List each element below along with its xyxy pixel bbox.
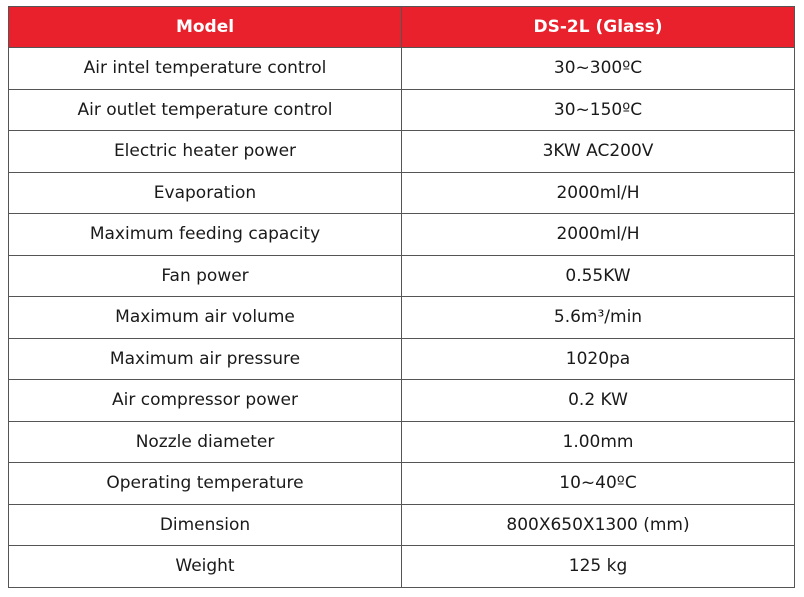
row-value: 2000ml/H [402, 172, 795, 214]
row-label: Evaporation [9, 172, 402, 214]
header-model-value: DS-2L (Glass) [402, 7, 795, 48]
table-row [9, 172, 795, 214]
row-value: 0.2 KW [402, 380, 795, 422]
row-label: Fan power [9, 255, 402, 297]
row-value: 0.55KW [402, 255, 795, 297]
row-label: Weight [9, 546, 402, 588]
table-row [9, 463, 795, 505]
row-value: 800X650X1300 (mm) [402, 504, 795, 546]
row-label: Air intel temperature control [9, 48, 402, 90]
row-value: 3KW AC200V [402, 131, 795, 173]
table-row [9, 255, 795, 297]
table-row [9, 380, 795, 422]
table-row [9, 504, 795, 546]
row-value: 125 kg [402, 546, 795, 588]
row-value: 5.6m³/min [402, 297, 795, 339]
table-row [9, 214, 795, 256]
row-label: Air outlet temperature control [9, 89, 402, 131]
row-value: 1.00mm [402, 421, 795, 463]
table-row [9, 89, 795, 131]
row-label: Electric heater power [9, 131, 402, 173]
row-label: Air compressor power [9, 380, 402, 422]
row-label: Dimension [9, 504, 402, 546]
spec-table [8, 6, 795, 588]
row-value: 1020pa [402, 338, 795, 380]
table-row [9, 546, 795, 588]
row-label: Maximum air volume [9, 297, 402, 339]
table-row [9, 131, 795, 173]
table-row [9, 338, 795, 380]
row-value: 10~40ºC [402, 463, 795, 505]
row-value: 30~300ºC [402, 48, 795, 90]
table-row [9, 297, 795, 339]
header-model: Model [9, 7, 402, 48]
row-label: Operating temperature [9, 463, 402, 505]
row-label: Maximum air pressure [9, 338, 402, 380]
row-value: 30~150ºC [402, 89, 795, 131]
row-label: Maximum feeding capacity [9, 214, 402, 256]
table-header-row [9, 7, 795, 48]
row-label: Nozzle diameter [9, 421, 402, 463]
table-row [9, 421, 795, 463]
table-row [9, 48, 795, 90]
row-value: 2000ml/H [402, 214, 795, 256]
